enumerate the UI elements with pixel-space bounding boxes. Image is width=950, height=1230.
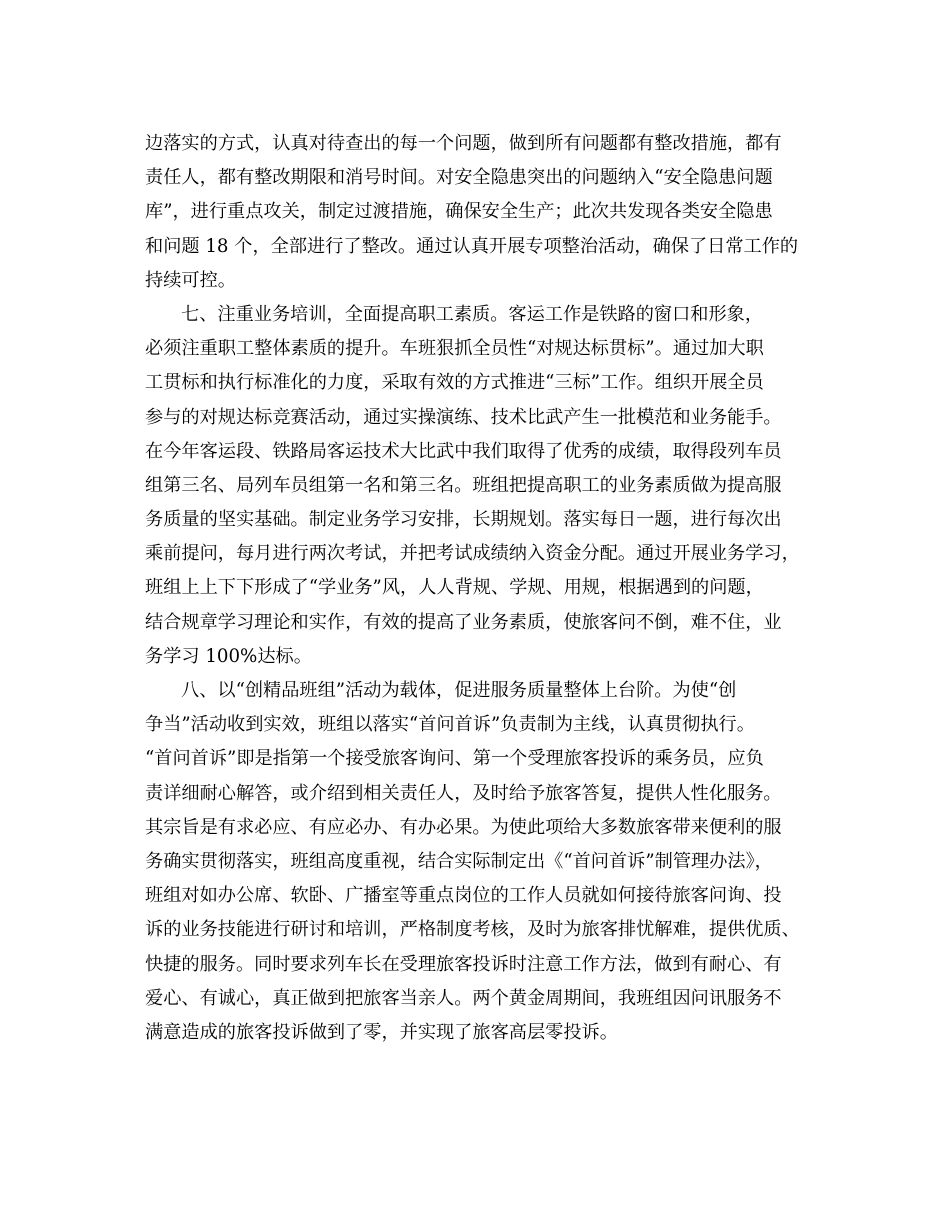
text-line: 责详细耐心解答，或介绍到相关责任人，及时给予旅客答复，提供人性化服务。 (145, 782, 782, 804)
text-line: 其宗旨是有求必应、有应必办、有办必果。为使此项给大多数旅客带来便利的服 (145, 816, 782, 838)
text-line: 工贯标和执行标准化的力度，采取有效的方式推进“三标”工作。组织开展全员 (145, 372, 764, 394)
text-line: 在今年客运段、铁路局客运技术大比武中我们取得了优秀的成绩，取得段列车员 (145, 440, 782, 462)
text-line: 必须注重职工整体素质的提升。车班狠抓全员性“对规达标贯标”。通过加大职 (145, 338, 764, 360)
text-line: “首问首诉”即是指第一个接受旅客询问、第一个受理旅客投诉的乘务员，应负 (145, 748, 764, 770)
paragraph-7-heading-line: 七、注重业务培训，全面提高职工素质。客运工作是铁路的窗口和形象， (181, 303, 764, 325)
text-line: 边落实的方式，认真对待查出的每一个问题，做到所有问题都有整改措施，都有 (145, 133, 782, 154)
text-line: 组第三名、局列车员组第一名和第三名。班组把提高职工的业务素质做为提高服 (145, 474, 782, 496)
text-line: 爱心、有诚心，真正做到把旅客当亲人。两个黄金周期间，我班组因问讯服务不 (145, 987, 782, 1009)
text-line: 快捷的服务。同时要求列车长在受理旅客投诉时注意工作方法，做到有耐心、有 (145, 953, 782, 975)
text-line: 参与的对规达标竞赛活动，通过实操演练、技术比武产生一批模范和业务能手。 (145, 406, 782, 428)
text-line: 持续可控。 (145, 269, 236, 291)
text-line: 乘前提问，每月进行两次考试，并把考试成绩纳入资金分配。通过开展业务学习， (145, 543, 800, 565)
text-line: 务确实贯彻落实，班组高度重视，结合实际制定出《“首问首诉”制管理办法》， (145, 850, 773, 872)
paragraph-8-heading-line: 八、以“创精品班组”活动为载体，促进服务质量整体上台阶。为使“创 (181, 680, 737, 701)
text-line: 满意造成的旅客投诉做到了零，并实现了旅客高层零投诉。 (145, 1021, 618, 1043)
body-text (145, 127, 805, 1050)
text-line: 争当”活动收到实效，班组以落实“首问首诉”负责制为主线，认真贯彻执行。 (145, 714, 755, 736)
text-line: 责任人，都有整改期限和消号时间。对安全隐患突出的问题纳入“安全隐患问题 (145, 167, 773, 189)
text-line: 务学习 100%达标。 (145, 645, 312, 667)
text-line: 和问题 18 个，全部进行了整改。通过认真开展专项整治活动，确保了日常工作的 (145, 235, 799, 257)
text-line: 班组对如办公席、软卧、广播室等重点岗位的工作人员就如何接待旅客问询、投 (145, 885, 782, 907)
text-line: 诉的业务技能进行研讨和培训，严格制度考核，及时为旅客排忧解难，提供优质、 (145, 919, 800, 941)
text-line: 库”，进行重点攻关，制定过渡措施，确保安全生产；此次共发现各类安全隐患 (145, 201, 773, 223)
text-line: 务质量的坚实基础。制定业务学习安排，长期规划。落实每日一题，进行每次出 (145, 509, 782, 531)
text-line: 结合规章学习理论和实作，有效的提高了业务素质，使旅客问不倒，难不住，业 (145, 611, 782, 633)
text-line: 班组上上下下形成了“学业务”风，人人背规、学规、用规，根据遇到的问题， (145, 577, 764, 599)
